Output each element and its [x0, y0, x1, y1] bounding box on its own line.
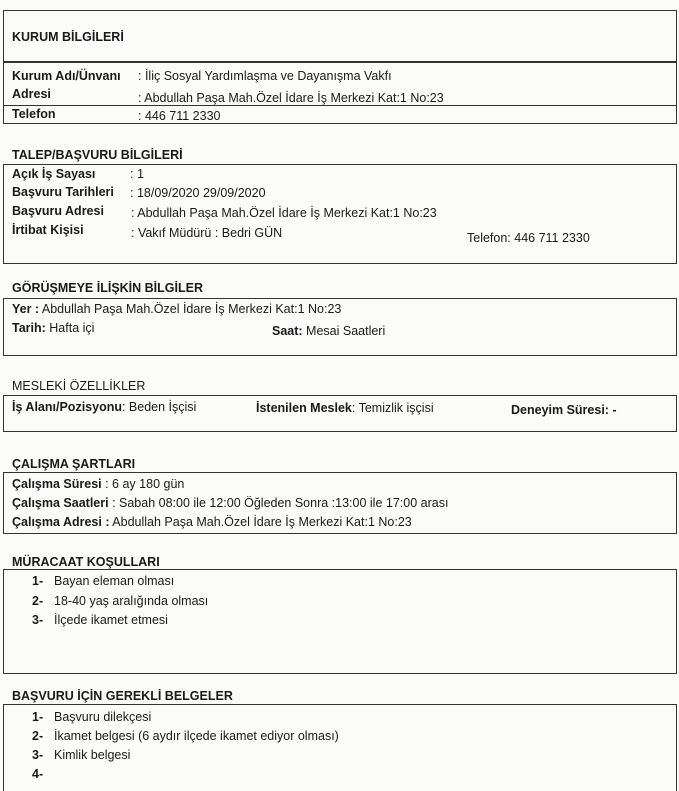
list-item-text: İlçede ikamet etmesi	[54, 613, 168, 627]
list-item-text: 18-40 yaş aralığında olması	[54, 594, 209, 608]
gorusme-tarih-value: Hafta içi	[45, 321, 95, 335]
calisma-suresi-value: : 6 ay 180 gün	[101, 477, 185, 491]
calisma-adresi	[12, 515, 412, 529]
calisma-saatleri-value: : Sabah 08:00 ile 12:00 Öğleden Sonra :13:00 ile 17:00 arası	[108, 496, 449, 510]
list-item	[32, 594, 208, 608]
list-item	[32, 729, 339, 743]
list-item-number: 1-	[32, 710, 44, 724]
calisma-suresi-label: Çalışma Süresi	[12, 477, 102, 491]
list-item-number: 3-	[32, 748, 44, 762]
list-item-text: Bayan eleman olması	[54, 574, 175, 588]
list-item	[32, 710, 151, 724]
gorusme-tarih-label: Tarih:	[12, 321, 46, 335]
calisma-suresi	[12, 477, 184, 491]
list-item	[32, 613, 168, 627]
acik-is-value: : 1	[130, 167, 144, 181]
list-item-number: 3-	[32, 613, 44, 627]
basvuru-adres-value: : Abdullah Paşa Mah.Özel İdare İş Merkezi Kat:1 No:23	[131, 206, 437, 220]
list-item-text: Kimlik belgesi	[54, 748, 131, 762]
deneyim-suresi: Deneyim Süresi: -	[511, 403, 617, 417]
list-item-number: 2-	[32, 594, 44, 608]
gorusme-saat-value: Mesai Saatleri	[302, 324, 386, 338]
list-item	[32, 574, 174, 588]
irtibat-label: İrtibat Kişisi	[12, 223, 84, 237]
calisma-title: ÇALIŞMA ŞARTLARI	[12, 457, 136, 471]
calisma-saatleri	[12, 496, 448, 510]
kurum-title: KURUM BİLGİLERİ	[12, 30, 124, 44]
is-alani-label: İş Alanı/Pozisyonu	[12, 400, 122, 414]
muracaat-title: MÜRACAAT KOŞULLARI	[12, 555, 160, 569]
gorusme-yer-label: Yer :	[12, 302, 40, 316]
basvuru-tarih-label: Başvuru Tarihleri	[12, 185, 114, 199]
gorusme-saat	[272, 324, 385, 338]
list-item	[32, 767, 54, 781]
irtibat-value: : Vakıf Müdürü : Bedri GÜN	[131, 226, 283, 240]
istenen-meslek-value: : Temizlik işçisi	[351, 401, 434, 415]
basvuru-adres-label: Başvuru Adresi	[12, 204, 104, 218]
gorusme-tarih	[12, 321, 94, 335]
irtibat-phone: Telefon: 446 711 2330	[467, 231, 590, 245]
gorusme-yer	[12, 302, 341, 316]
kurum-phone-label: Telefon	[12, 107, 56, 121]
kurum-phone-value: : 446 711 2330	[138, 109, 221, 123]
calisma-saatleri-label: Çalışma Saatleri	[12, 496, 109, 510]
gorusme-saat-label: Saat:	[272, 324, 303, 338]
talep-title: TALEP/BAŞVURU BİLGİLERİ	[12, 148, 183, 162]
list-item-text: İkamet belgesi (6 aydır ilçede ikamet ediyor olması)	[54, 729, 339, 743]
is-alani	[12, 400, 196, 414]
kurum-name-label: Kurum Adı/Ünvanı	[12, 69, 121, 83]
calisma-adresi-value: Abdullah Paşa Mah.Özel İdare İş Merkezi Kat:1 No:23	[109, 515, 412, 529]
basvuru-tarih-value: : 18/09/2020 29/09/2020	[130, 186, 266, 200]
kurum-name-value: : İliç Sosyal Yardımlaşma ve Dayanışma Vakfı	[138, 69, 392, 83]
list-item-number: 1-	[32, 574, 44, 588]
belgeler-title: BAŞVURU İÇİN GEREKLİ BELGELER	[12, 689, 233, 703]
list-item	[32, 748, 130, 762]
kurum-address-label: Adresi	[12, 87, 51, 101]
list-item-number: 2-	[32, 729, 44, 743]
kurum-divider	[3, 105, 677, 106]
gorusme-yer-value: Abdullah Paşa Mah.Özel İdare İş Merkezi Kat:1 No:23	[39, 302, 342, 316]
gorusme-title: GÖRÜŞMEYE İLİŞKİN BİLGİLER	[12, 281, 203, 295]
is-alani-value: : Beden İşçisi	[121, 400, 197, 414]
acik-is-label: Açık İş Sayası	[12, 167, 96, 181]
list-item-text: Başvuru dilekçesi	[54, 710, 152, 724]
list-item-number: 4-	[32, 767, 44, 781]
istenen-meslek-label: İstenilen Meslek	[256, 401, 352, 415]
istenen-meslek	[256, 401, 434, 415]
meslek-title: MESLEKİ ÖZELLİKLER	[12, 379, 146, 393]
calisma-adresi-label: Çalışma Adresi :	[12, 515, 110, 529]
kurum-address-value: : Abdullah Paşa Mah.Özel İdare İş Merkezi Kat:1 No:23	[138, 91, 444, 105]
